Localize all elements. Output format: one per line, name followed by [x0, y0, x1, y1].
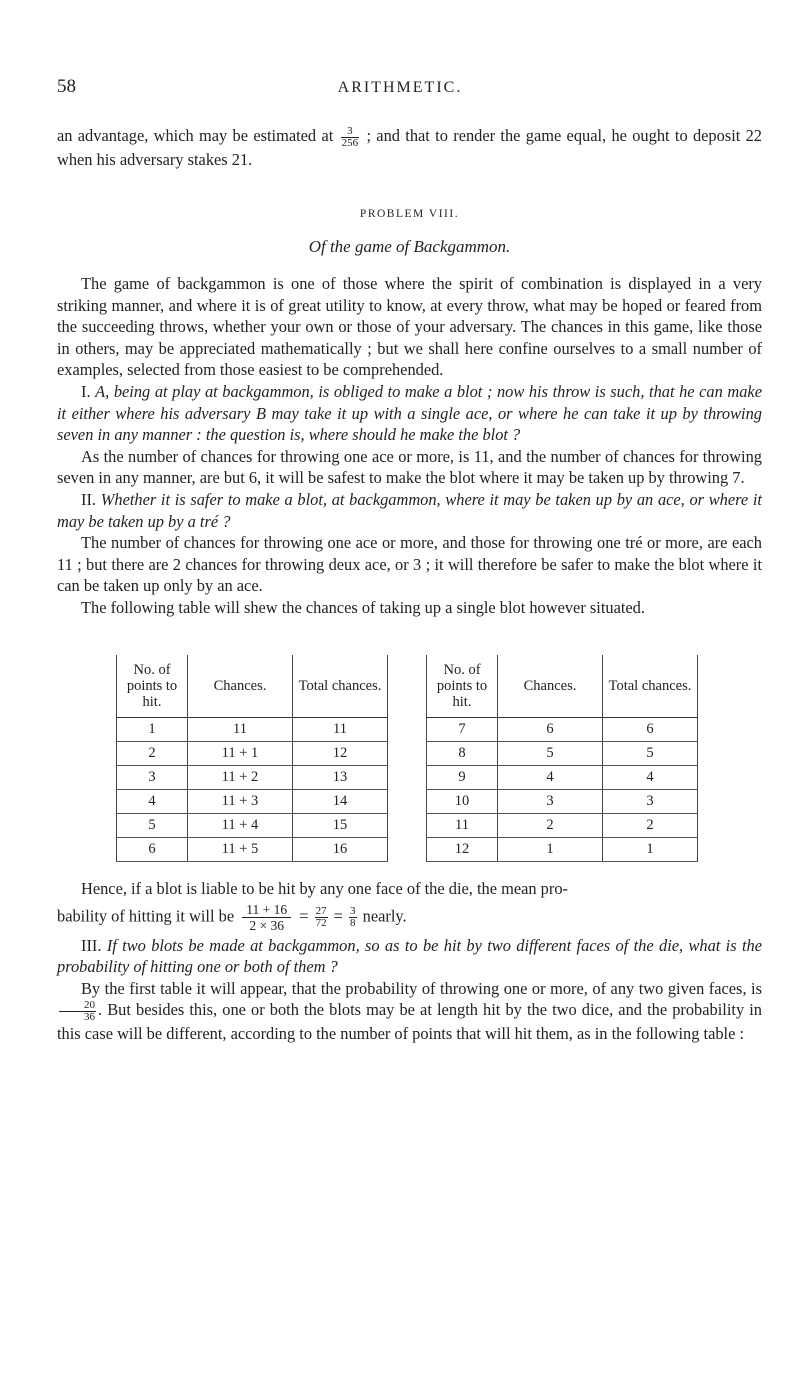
cell-points: 1 — [117, 718, 188, 742]
cell-chances: 11 + 4 — [188, 814, 293, 838]
fraction-20-36 — [59, 1000, 96, 1023]
table-row — [427, 718, 698, 742]
answer-3-start: By the first table it will appear, that the probability of throwing one or more, of any two given faces, is — [81, 978, 762, 998]
cell-total: 6 — [603, 718, 698, 742]
hence-fraction — [242, 902, 291, 933]
question-2-numeral: II. — [81, 489, 97, 509]
cell-points: 12 — [427, 838, 498, 862]
fraction-27-72-num: 27 — [315, 904, 327, 917]
cell-points: 10 — [427, 790, 498, 814]
header-total: Total chances. — [603, 655, 698, 718]
table-row — [427, 742, 698, 766]
cell-total: 2 — [603, 814, 698, 838]
intro-text-end: ; and that to render the game equal, he ought to deposit 22 when his adversary stakes 21. — [57, 126, 763, 169]
cell-points: 4 — [117, 790, 188, 814]
page-number: 58 — [57, 76, 76, 97]
cell-total: 4 — [603, 766, 698, 790]
equals-sign: = — [299, 905, 309, 925]
cell-points: 7 — [427, 718, 498, 742]
chances-table-right — [426, 655, 698, 862]
cell-points: 6 — [117, 838, 188, 862]
cell-total: 11 — [293, 718, 388, 742]
header-chances: Chances. — [188, 655, 293, 718]
header-total: Total chances. — [293, 655, 388, 718]
question-2 — [57, 489, 762, 532]
cell-points: 5 — [117, 814, 188, 838]
intro-fraction — [341, 126, 360, 149]
cell-total: 15 — [293, 814, 388, 838]
intro-paragraph — [57, 125, 762, 170]
table-row — [427, 814, 698, 838]
hence-fraction-den: 2 × 36 — [249, 917, 284, 933]
cell-chances: 11 + 3 — [188, 790, 293, 814]
intro-text-start: an advantage, which may be estimated at — [57, 126, 334, 145]
table-row — [117, 790, 388, 814]
hence-line-2 — [57, 902, 762, 933]
cell-total: 16 — [293, 838, 388, 862]
hence-line-2-start: bability of hitting it will be — [57, 905, 235, 925]
cell-total: 12 — [293, 742, 388, 766]
answer-1: As the number of chances for throwing one ace or more, is 11, and the number of chances for throwing seven in any manner, are but 6, it will be safest to make the blot where it may be taken up by throwing 7. — [57, 446, 762, 488]
hence-fraction-num: 11 + 16 — [242, 902, 291, 918]
answer-3 — [57, 978, 762, 1045]
fraction-20-36-den: 36 — [84, 1011, 95, 1024]
question-3-numeral: III. — [81, 935, 102, 955]
cell-points: 3 — [117, 766, 188, 790]
cell-chances: 4 — [498, 766, 603, 790]
cell-chances: 3 — [498, 790, 603, 814]
fraction-3-8-den: 8 — [350, 916, 356, 929]
table-row — [117, 718, 388, 742]
problem-title: Of the game of Backgammon. — [308, 237, 511, 256]
fraction-3-8-num: 3 — [350, 904, 356, 917]
header-chances: Chances. — [498, 655, 603, 718]
equals-sign: = — [333, 905, 343, 925]
chances-table-left — [116, 655, 388, 862]
table-row — [117, 838, 388, 862]
cell-chances: 11 + 1 — [188, 742, 293, 766]
fraction-20-36-num: 20 — [59, 1000, 96, 1012]
intro-fraction-num: 3 — [341, 126, 360, 138]
problem-heading: PROBLEM VIII. — [359, 208, 460, 220]
cell-total: 14 — [293, 790, 388, 814]
cell-chances: 5 — [498, 742, 603, 766]
cell-total: 3 — [603, 790, 698, 814]
cell-points: 11 — [427, 814, 498, 838]
question-2-text: Whether it is safer to make a blot, at backgammon, where it may be taken up by an ace, or where it may be taken up by a tré ? — [57, 489, 762, 531]
fraction-27-72 — [315, 906, 328, 929]
cell-total: 1 — [603, 838, 698, 862]
table-row — [427, 766, 698, 790]
table-row — [117, 742, 388, 766]
cell-chances: 11 — [188, 718, 293, 742]
hence-line-2-end: nearly. — [362, 905, 407, 925]
cell-points: 2 — [117, 742, 188, 766]
paragraph-intro: The game of backgammon is one of those where the spirit of combination is displayed in a very striking manner, and where it is of great utility to know, at every throw, what may be hoped or feared from the succeeding throws, whether your own or those of your adversary. The chances in this game, like those in others, may be appreciated mathematically ; but we shall here confine ourselves to a small number of examples, selected from those easiest to be comprehended. — [57, 274, 762, 380]
question-1-numeral: I. — [81, 381, 91, 401]
question-3-text: If two blots be made at backgammon, so as to be hit by two different faces of the die, what is the probability of hitting one or both of them ? — [57, 935, 762, 977]
table-row — [117, 814, 388, 838]
table-row — [427, 790, 698, 814]
fraction-27-72-den: 72 — [315, 916, 327, 929]
cell-points: 8 — [427, 742, 498, 766]
cell-chances: 1 — [498, 838, 603, 862]
body-text-after-table — [57, 878, 762, 1045]
cell-points: 9 — [427, 766, 498, 790]
question-3 — [57, 935, 762, 978]
hence-line-1: Hence, if a blot is liable to be hit by any one face of the die, the mean pro- — [81, 879, 568, 898]
table-row — [117, 766, 388, 790]
cell-chances: 11 + 2 — [188, 766, 293, 790]
fraction-3-8 — [349, 906, 357, 929]
header-points: No. of points to hit. — [117, 655, 188, 718]
cell-chances: 11 + 5 — [188, 838, 293, 862]
answer-3-end: . But besides this, one or both the blots may be at length hit by the two dice, and the probability in this case will be different, according to the number of points that will hit them, as in the following table : — [57, 1000, 762, 1044]
cell-total: 13 — [293, 766, 388, 790]
question-1 — [57, 381, 762, 446]
running-title: ARITHMETIC. — [337, 79, 463, 96]
header-points: No. of points to hit. — [427, 655, 498, 718]
cell-chances: 2 — [498, 814, 603, 838]
table-row — [427, 838, 698, 862]
table-intro: The following table will shew the chances of taking up a single blot however situated. — [81, 597, 645, 617]
cell-total: 5 — [603, 742, 698, 766]
answer-2: The number of chances for throwing one ace or more, and those for throwing one tré or more, are each 11 ; but there are 2 chances for throwing deux ace, or 3 ; it will therefore be safer to make the blot where it can be taken up only by an ace. — [57, 533, 762, 596]
cell-chances: 6 — [498, 718, 603, 742]
body-text — [57, 273, 762, 619]
intro-fraction-den: 256 — [341, 136, 359, 149]
question-1-text: A, being at play at backgammon, is obliged to make a blot ; now his throw is such, that he can make it either where his adversary B may take it up with a single ace, or where he can take it up by throwing seven in any manner : the question is, where should he make the blot ? — [57, 381, 762, 445]
